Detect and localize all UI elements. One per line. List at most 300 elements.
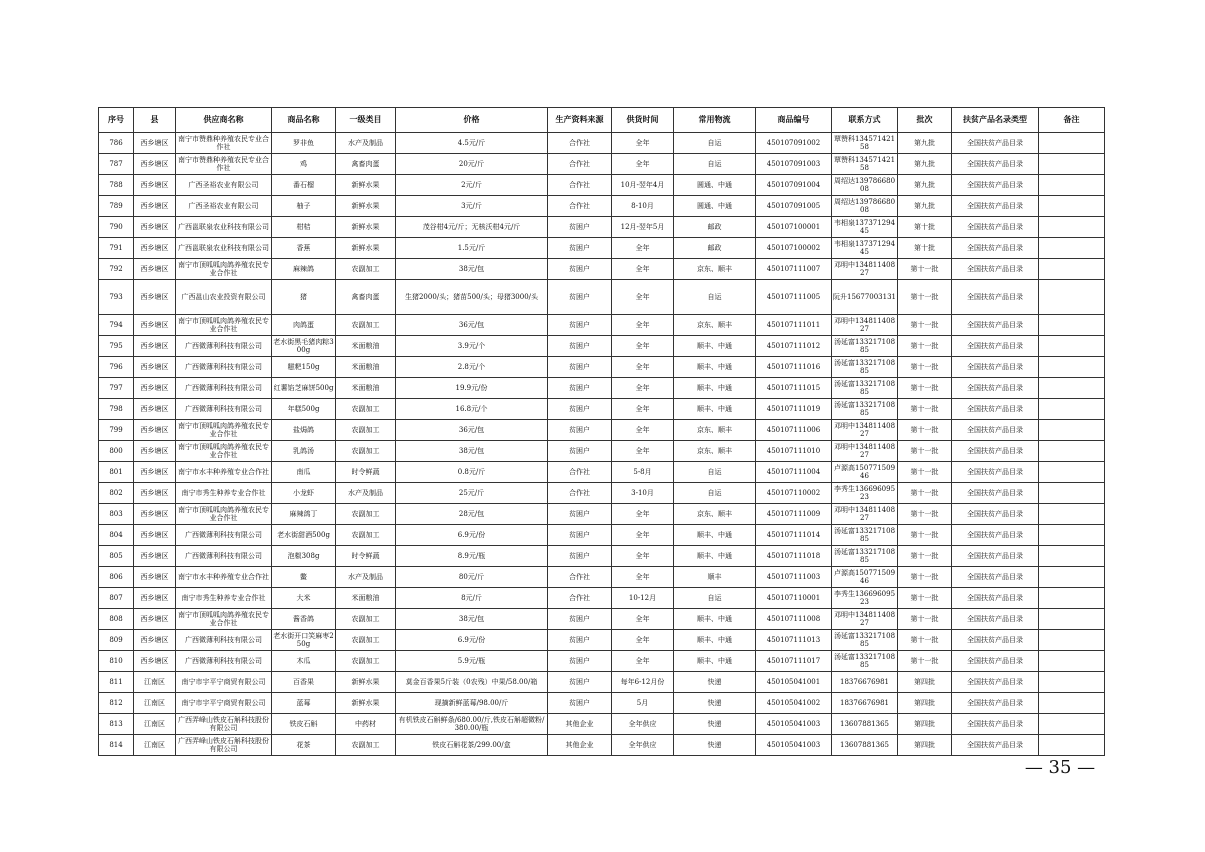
- table-row: [99, 238, 1105, 259]
- cell-price: 生猪2000/头；猪苗500/头；母猪3000/头: [396, 280, 548, 315]
- cell-product: 柚子: [272, 196, 336, 217]
- cell-price: 38元/包: [396, 609, 548, 630]
- cell-product: 罗非鱼: [272, 133, 336, 154]
- cell-supply-time: 全年: [612, 546, 674, 567]
- cell-supply-time: 全年: [612, 336, 674, 357]
- cell-product: 泡椒308g: [272, 546, 336, 567]
- cell-supplier: 广西微薄利科技有限公司: [176, 525, 272, 546]
- cell-supply-time: 全年: [612, 315, 674, 336]
- table-row: [99, 154, 1105, 175]
- cell-contact: 18376676981: [832, 693, 898, 714]
- cell-batch: 第十一批: [898, 399, 952, 420]
- column-header-contact: 联系方式: [832, 108, 898, 133]
- cell-logistics: 京东、顺丰: [674, 259, 756, 280]
- cell-index: 807: [99, 588, 134, 609]
- cell-category: 禽畜肉蛋: [336, 280, 396, 315]
- cell-supplier: 南宁市顶呱呱肉鸽养殖农民专业合作社: [176, 609, 272, 630]
- column-header-product: 商品名称: [272, 108, 336, 133]
- cell-product: 酱香鸽: [272, 609, 336, 630]
- cell-remark: [1039, 336, 1105, 357]
- cell-index: 788: [99, 175, 134, 196]
- cell-source: 贫困户: [548, 630, 612, 651]
- table-row: [99, 525, 1105, 546]
- cell-contact: 邓明中13481140827: [832, 420, 898, 441]
- cell-catalog-type: 全国扶贫产品目录: [952, 609, 1039, 630]
- cell-contact: 李秀生13669609523: [832, 588, 898, 609]
- cell-product: 老水街黑毛猪肉粽300g: [272, 336, 336, 357]
- cell-category: 农副加工: [336, 504, 396, 525]
- cell-contact: 汤延富13321710885: [832, 651, 898, 672]
- cell-logistics: 快递: [674, 672, 756, 693]
- cell-batch: 第十一批: [898, 357, 952, 378]
- cell-price: 2.8元/个: [396, 357, 548, 378]
- cell-index: 789: [99, 196, 134, 217]
- cell-contact: 13607881365: [832, 714, 898, 735]
- cell-catalog-type: 全国扶贫产品目录: [952, 441, 1039, 462]
- cell-product-code: 450107111003: [756, 567, 832, 588]
- cell-product: 乳鸽汤: [272, 441, 336, 462]
- cell-batch: 第十一批: [898, 378, 952, 399]
- table-row: [99, 357, 1105, 378]
- cell-product: 年糕500g: [272, 399, 336, 420]
- cell-index: 792: [99, 259, 134, 280]
- cell-category: 农副加工: [336, 630, 396, 651]
- cell-source: 贫困户: [548, 217, 612, 238]
- cell-price: 28元/包: [396, 504, 548, 525]
- cell-price: 8.9元/瓶: [396, 546, 548, 567]
- cell-contact: 汤延富13321710885: [832, 630, 898, 651]
- cell-batch: 第十一批: [898, 259, 952, 280]
- cell-batch: 第十一批: [898, 441, 952, 462]
- cell-index: 806: [99, 567, 134, 588]
- cell-category: 水产及制品: [336, 133, 396, 154]
- cell-product-code: 450107110001: [756, 588, 832, 609]
- cell-county: 西乡塘区: [134, 504, 176, 525]
- cell-county: 江南区: [134, 693, 176, 714]
- cell-product-code: 450107111016: [756, 357, 832, 378]
- cell-supply-time: 8-10月: [612, 196, 674, 217]
- cell-index: 804: [99, 525, 134, 546]
- cell-remark: [1039, 504, 1105, 525]
- cell-contact: 汤延富13321710885: [832, 378, 898, 399]
- cell-category: 农副加工: [336, 735, 396, 756]
- cell-county: 西乡塘区: [134, 315, 176, 336]
- cell-category: 农副加工: [336, 525, 396, 546]
- cell-category: 水产及制品: [336, 483, 396, 504]
- column-header-batch: 批次: [898, 108, 952, 133]
- cell-logistics: 邮政: [674, 217, 756, 238]
- cell-catalog-type: 全国扶贫产品目录: [952, 504, 1039, 525]
- cell-source: 合作社: [548, 483, 612, 504]
- cell-logistics: 自运: [674, 133, 756, 154]
- cell-catalog-type: 全国扶贫产品目录: [952, 546, 1039, 567]
- cell-contact: 韦相泉13737129445: [832, 238, 898, 259]
- cell-logistics: 快递: [674, 693, 756, 714]
- cell-supplier: 广西微薄利科技有限公司: [176, 651, 272, 672]
- cell-catalog-type: 全国扶贫产品目录: [952, 588, 1039, 609]
- cell-logistics: 顺丰、中通: [674, 546, 756, 567]
- cell-logistics: 顺丰、中通: [674, 609, 756, 630]
- cell-logistics: 自运: [674, 154, 756, 175]
- cell-supplier: 南宁市宇平宁商贸有限公司: [176, 693, 272, 714]
- cell-catalog-type: 全国扶贫产品目录: [952, 483, 1039, 504]
- cell-catalog-type: 全国扶贫产品目录: [952, 735, 1039, 756]
- cell-index: 790: [99, 217, 134, 238]
- table-row: [99, 483, 1105, 504]
- cell-county: 西乡塘区: [134, 217, 176, 238]
- cell-remark: [1039, 525, 1105, 546]
- cell-product: 百香果: [272, 672, 336, 693]
- cell-supply-time: 全年供应: [612, 714, 674, 735]
- cell-supply-time: 5-8月: [612, 462, 674, 483]
- cell-price: 25元/斤: [396, 483, 548, 504]
- cell-catalog-type: 全国扶贫产品目录: [952, 336, 1039, 357]
- cell-remark: [1039, 196, 1105, 217]
- cell-batch: 第十一批: [898, 630, 952, 651]
- cell-product: 番石榴: [272, 175, 336, 196]
- cell-source: 贫困户: [548, 315, 612, 336]
- cell-supply-time: 10月-翌年4月: [612, 175, 674, 196]
- cell-batch: 第十批: [898, 238, 952, 259]
- cell-product: 大米: [272, 588, 336, 609]
- cell-catalog-type: 全国扶贫产品目录: [952, 133, 1039, 154]
- cell-logistics: 京东、顺丰: [674, 441, 756, 462]
- cell-logistics: 京东、顺丰: [674, 504, 756, 525]
- cell-county: 西乡塘区: [134, 567, 176, 588]
- cell-remark: [1039, 133, 1105, 154]
- cell-product: 鸡: [272, 154, 336, 175]
- header-row: [99, 108, 1105, 133]
- cell-price: 5.9元/瓶: [396, 651, 548, 672]
- cell-category: 新鲜水果: [336, 672, 396, 693]
- cell-product: 柑桔: [272, 217, 336, 238]
- cell-batch: 第十一批: [898, 588, 952, 609]
- cell-index: 786: [99, 133, 134, 154]
- cell-remark: [1039, 217, 1105, 238]
- cell-contact: 汤延富13321710885: [832, 525, 898, 546]
- cell-index: 801: [99, 462, 134, 483]
- cell-category: 农副加工: [336, 609, 396, 630]
- cell-product-code: 450107111010: [756, 441, 832, 462]
- cell-county: 西乡塘区: [134, 630, 176, 651]
- cell-supplier: 南宁市顶呱呱肉鸽养殖农民专业合作社: [176, 259, 272, 280]
- cell-price: 6.9元/份: [396, 525, 548, 546]
- cell-supplier: 广西弄峰山铁皮石斛科技股份有限公司: [176, 735, 272, 756]
- cell-supplier: 广西邕联泉农业科技有限公司: [176, 238, 272, 259]
- cell-remark: [1039, 651, 1105, 672]
- table-row: [99, 693, 1105, 714]
- cell-remark: [1039, 567, 1105, 588]
- cell-catalog-type: 全国扶贫产品目录: [952, 238, 1039, 259]
- cell-county: 西乡塘区: [134, 259, 176, 280]
- cell-county: 江南区: [134, 672, 176, 693]
- cell-remark: [1039, 280, 1105, 315]
- table-row: [99, 735, 1105, 756]
- cell-product: 麻辣鸽: [272, 259, 336, 280]
- cell-supply-time: 全年: [612, 378, 674, 399]
- cell-price: 20元/斤: [396, 154, 548, 175]
- table-row: [99, 546, 1105, 567]
- cell-source: 贫困户: [548, 504, 612, 525]
- cell-logistics: 顺丰、中通: [674, 336, 756, 357]
- cell-contact: 汤延富13321710885: [832, 399, 898, 420]
- cell-supplier: 南宁市水丰种养殖专业合作社: [176, 567, 272, 588]
- cell-batch: 第四批: [898, 735, 952, 756]
- cell-source: 贫困户: [548, 693, 612, 714]
- cell-supplier: 南宁市秀生种养专业合作社: [176, 483, 272, 504]
- cell-supply-time: 12月-翌年5月: [612, 217, 674, 238]
- cell-price: 19.9元/份: [396, 378, 548, 399]
- cell-product: 老水街甜酒500g: [272, 525, 336, 546]
- cell-contact: 覃赞科13457142158: [832, 154, 898, 175]
- cell-supply-time: 全年: [612, 441, 674, 462]
- cell-index: 810: [99, 651, 134, 672]
- cell-remark: [1039, 714, 1105, 735]
- cell-product: 老水街开口笑麻枣250g: [272, 630, 336, 651]
- cell-catalog-type: 全国扶贫产品目录: [952, 714, 1039, 735]
- cell-logistics: 京东、顺丰: [674, 420, 756, 441]
- cell-price: 铁皮石斛花茶/299.00/盒: [396, 735, 548, 756]
- cell-supply-time: 全年: [612, 504, 674, 525]
- cell-batch: 第十批: [898, 217, 952, 238]
- cell-logistics: 顺丰: [674, 567, 756, 588]
- cell-remark: [1039, 315, 1105, 336]
- cell-price: 36元/包: [396, 420, 548, 441]
- cell-price: 80元/斤: [396, 567, 548, 588]
- cell-remark: [1039, 175, 1105, 196]
- cell-source: 贫困户: [548, 357, 612, 378]
- cell-catalog-type: 全国扶贫产品目录: [952, 378, 1039, 399]
- cell-supplier: 南宁市顶呱呱肉鸽养殖农民专业合作社: [176, 441, 272, 462]
- cell-price: 38元/包: [396, 259, 548, 280]
- cell-contact: 周绍达13978668008: [832, 196, 898, 217]
- cell-county: 江南区: [134, 714, 176, 735]
- cell-price: 3.9元/个: [396, 336, 548, 357]
- cell-batch: 第九批: [898, 196, 952, 217]
- cell-index: 795: [99, 336, 134, 357]
- table-body: [99, 133, 1105, 756]
- cell-source: 贫困户: [548, 238, 612, 259]
- cell-index: 793: [99, 280, 134, 315]
- cell-category: 时令鲜蔬: [336, 546, 396, 567]
- cell-source: 贫困户: [548, 546, 612, 567]
- cell-remark: [1039, 483, 1105, 504]
- table-row: [99, 378, 1105, 399]
- column-header-county: 县: [134, 108, 176, 133]
- cell-category: 米面粮油: [336, 336, 396, 357]
- cell-product: 小龙虾: [272, 483, 336, 504]
- cell-batch: 第四批: [898, 672, 952, 693]
- cell-source: 合作社: [548, 154, 612, 175]
- cell-category: 新鲜水果: [336, 175, 396, 196]
- cell-contact: 邓明中13481140827: [832, 504, 898, 525]
- cell-price: 1.5元/斤: [396, 238, 548, 259]
- cell-batch: 第十一批: [898, 546, 952, 567]
- cell-product-code: 450107111017: [756, 651, 832, 672]
- cell-catalog-type: 全国扶贫产品目录: [952, 175, 1039, 196]
- cell-supplier: 广西圣裕农业有限公司: [176, 196, 272, 217]
- cell-product-code: 450107111014: [756, 525, 832, 546]
- cell-supplier: 南宁市赞鼎种养殖农民专业合作社: [176, 133, 272, 154]
- cell-remark: [1039, 420, 1105, 441]
- cell-catalog-type: 全国扶贫产品目录: [952, 196, 1039, 217]
- cell-source: 贫困户: [548, 378, 612, 399]
- cell-index: 803: [99, 504, 134, 525]
- cell-catalog-type: 全国扶贫产品目录: [952, 154, 1039, 175]
- cell-county: 西乡塘区: [134, 651, 176, 672]
- cell-logistics: 顺丰、中通: [674, 378, 756, 399]
- cell-logistics: 顺丰、中通: [674, 399, 756, 420]
- cell-product-code: 450105041003: [756, 714, 832, 735]
- cell-product-code: 450107111005: [756, 280, 832, 315]
- cell-index: 800: [99, 441, 134, 462]
- cell-source: 贫困户: [548, 672, 612, 693]
- cell-batch: 第十一批: [898, 315, 952, 336]
- cell-supplier: 南宁市顶呱呱肉鸽养殖农民专业合作社: [176, 420, 272, 441]
- cell-contact: 李秀生13669609523: [832, 483, 898, 504]
- cell-remark: [1039, 630, 1105, 651]
- cell-contact: 邓明中13481140827: [832, 609, 898, 630]
- table-row: [99, 336, 1105, 357]
- cell-supplier: 南宁市宇平宁商贸有限公司: [176, 672, 272, 693]
- table-row: [99, 217, 1105, 238]
- cell-logistics: 顺丰、中通: [674, 630, 756, 651]
- cell-batch: 第十一批: [898, 651, 952, 672]
- cell-logistics: 快递: [674, 735, 756, 756]
- cell-supplier: 广西微薄利科技有限公司: [176, 336, 272, 357]
- cell-product-code: 450105041003: [756, 735, 832, 756]
- cell-batch: 第四批: [898, 714, 952, 735]
- cell-batch: 第九批: [898, 175, 952, 196]
- cell-price: 有机铁皮石斛鲜条/680.00/斤,铁皮石斛超微粉/380.00/瓶: [396, 714, 548, 735]
- cell-supplier: 南宁市秀生种养专业合作社: [176, 588, 272, 609]
- cell-supplier: 广西微薄利科技有限公司: [176, 378, 272, 399]
- table-row: [99, 609, 1105, 630]
- cell-source: 合作社: [548, 175, 612, 196]
- cell-price: 38元/包: [396, 441, 548, 462]
- cell-supplier: 南宁市顶呱呱肉鸽养殖农民专业合作社: [176, 315, 272, 336]
- cell-supply-time: 全年: [612, 420, 674, 441]
- cell-supply-time: 全年: [612, 630, 674, 651]
- cell-supply-time: 全年: [612, 609, 674, 630]
- cell-supply-time: 全年: [612, 525, 674, 546]
- cell-batch: 第十一批: [898, 420, 952, 441]
- table-row: [99, 133, 1105, 154]
- catalog-table: [98, 107, 1105, 756]
- cell-catalog-type: 全国扶贫产品目录: [952, 462, 1039, 483]
- cell-contact: 周绍达13978668008: [832, 175, 898, 196]
- cell-index: 802: [99, 483, 134, 504]
- column-header-supply-time: 供货时间: [612, 108, 674, 133]
- cell-supply-time: 全年: [612, 357, 674, 378]
- table-row: [99, 630, 1105, 651]
- cell-county: 西乡塘区: [134, 378, 176, 399]
- cell-catalog-type: 全国扶贫产品目录: [952, 651, 1039, 672]
- cell-source: 贫困户: [548, 525, 612, 546]
- cell-remark: [1039, 154, 1105, 175]
- cell-price: 6.9元/份: [396, 630, 548, 651]
- cell-product: 盐焗鸽: [272, 420, 336, 441]
- cell-index: 805: [99, 546, 134, 567]
- column-header-product-code: 商品编号: [756, 108, 832, 133]
- cell-source: 合作社: [548, 567, 612, 588]
- cell-supply-time: 全年: [612, 259, 674, 280]
- cell-source: 合作社: [548, 196, 612, 217]
- cell-logistics: 自运: [674, 462, 756, 483]
- cell-product-code: 450107111018: [756, 546, 832, 567]
- cell-source: 贫困户: [548, 336, 612, 357]
- cell-product: 南瓜: [272, 462, 336, 483]
- table-row: [99, 651, 1105, 672]
- table-row: [99, 399, 1105, 420]
- cell-logistics: 自运: [674, 588, 756, 609]
- cell-index: 787: [99, 154, 134, 175]
- cell-product-code: 450107111019: [756, 399, 832, 420]
- page-number: — 35 —: [1024, 757, 1096, 778]
- column-header-catalog-type: 扶贫产品名录类型: [952, 108, 1039, 133]
- table-row: [99, 441, 1105, 462]
- cell-category: 农副加工: [336, 399, 396, 420]
- cell-product-code: 450107100002: [756, 238, 832, 259]
- cell-price: 3元/斤: [396, 196, 548, 217]
- cell-supplier: 广西微薄利科技有限公司: [176, 399, 272, 420]
- cell-county: 西乡塘区: [134, 462, 176, 483]
- cell-category: 水产及制品: [336, 567, 396, 588]
- cell-product: 蓝莓: [272, 693, 336, 714]
- table-header: [99, 108, 1105, 133]
- cell-remark: [1039, 238, 1105, 259]
- cell-product-code: 450107111012: [756, 336, 832, 357]
- cell-product-code: 450105041002: [756, 693, 832, 714]
- cell-index: 809: [99, 630, 134, 651]
- cell-contact: 覃赞科13457142158: [832, 133, 898, 154]
- cell-batch: 第十一批: [898, 280, 952, 315]
- table-row: [99, 315, 1105, 336]
- cell-remark: [1039, 399, 1105, 420]
- cell-category: 新鲜水果: [336, 693, 396, 714]
- column-header-source: 生产资料来源: [548, 108, 612, 133]
- cell-price: 8元/斤: [396, 588, 548, 609]
- cell-source: 贫困户: [548, 441, 612, 462]
- cell-contact: 邓明中13481140827: [832, 441, 898, 462]
- cell-index: 813: [99, 714, 134, 735]
- cell-product-code: 450107111007: [756, 259, 832, 280]
- cell-logistics: 自运: [674, 280, 756, 315]
- cell-supplier: 广西邕山农业投资有限公司: [176, 280, 272, 315]
- cell-county: 西乡塘区: [134, 546, 176, 567]
- cell-product: 糍粑150g: [272, 357, 336, 378]
- cell-county: 江南区: [134, 735, 176, 756]
- cell-product: 红薯馅芝麻饼500g: [272, 378, 336, 399]
- cell-logistics: 圆通、中通: [674, 196, 756, 217]
- cell-category: 新鲜水果: [336, 217, 396, 238]
- cell-product-code: 450107091005: [756, 196, 832, 217]
- cell-logistics: 圆通、中通: [674, 175, 756, 196]
- cell-source: 贫困户: [548, 259, 612, 280]
- cell-index: 799: [99, 420, 134, 441]
- cell-source: 贫困户: [548, 399, 612, 420]
- cell-price: 现摘新鲜蓝莓/98.00/斤: [396, 693, 548, 714]
- cell-county: 西乡塘区: [134, 196, 176, 217]
- cell-logistics: 顺丰、中通: [674, 651, 756, 672]
- cell-county: 西乡塘区: [134, 175, 176, 196]
- cell-catalog-type: 全国扶贫产品目录: [952, 567, 1039, 588]
- cell-product-code: 450107111009: [756, 504, 832, 525]
- cell-product-code: 450107111008: [756, 609, 832, 630]
- cell-category: 农副加工: [336, 315, 396, 336]
- table-row: [99, 567, 1105, 588]
- cell-product-code: 450107111004: [756, 462, 832, 483]
